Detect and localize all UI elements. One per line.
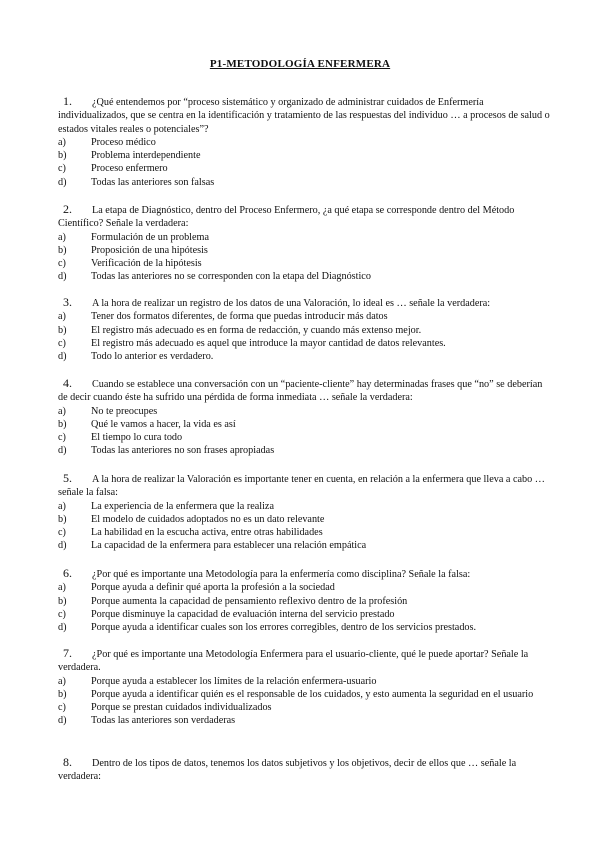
option-list [58, 581, 550, 634]
option-b: b) Problema interdependiente [58, 150, 201, 162]
question-5 [58, 472, 550, 553]
question-stem [58, 377, 550, 405]
option-c: c) Verificación de la hipótesis [58, 258, 202, 270]
option-d: d) Todas las anteriores no se corresponden con la etapa del Diagnóstico [58, 271, 371, 283]
question-text: ¿Qué entendemos por “proceso sistemático y organizado de administrar cuidados de Enfermería individualizados, que se centra en la identificación y tratamiento de las respuestas del individuo … a procesos de salud o estados vitales reales o potenciales”? [58, 97, 550, 135]
option-d: d) Todas las anteriores son verdaderas [58, 715, 236, 727]
option-d: d) Todas las anteriores no son frases apropiadas [58, 445, 275, 457]
page-title: P1-METODOLOGÍA ENFERMERA [209, 58, 391, 70]
question-stem [58, 647, 550, 675]
question-stem [58, 472, 550, 500]
question-stem [58, 756, 550, 784]
question-stem [58, 567, 550, 581]
option-c: c) Porque se prestan cuidados individualizados [58, 702, 272, 714]
option-a: a) Porque ayuda a establecer los límites de la relación enfermera-usuario [58, 675, 377, 687]
question-text: A la hora de realizar la Valoración es importante tener en cuenta, en relación a la enfermera que lleva a cabo … señale la falsa: [58, 474, 545, 499]
question-3 [58, 296, 550, 363]
option-c: c) El registro más adecuado es aquel que introduce la mayor cantidad de datos relevantes. [58, 337, 446, 349]
option-list [58, 500, 550, 553]
option-d: d) Todo lo anterior es verdadero. [58, 351, 214, 363]
question-number: 1. [63, 94, 72, 108]
option-b: b) Proposición de una hipótesis [58, 244, 208, 256]
option-a: a) Tener dos formatos diferentes, de forma que puedas introducir más datos [58, 311, 388, 323]
option-b: b) Porque ayuda a identificar quién es el responsable de los cuidados, y esto aumenta la seguridad en el usuario [58, 688, 534, 700]
option-c: c) La habilidad en la escucha activa, entre otras habilidades [58, 527, 323, 539]
option-b: b) Qué le vamos a hacer, la vida es así [58, 418, 236, 430]
question-number: 3. [63, 295, 72, 309]
question-number: 6. [63, 566, 72, 580]
question-stem [58, 203, 550, 231]
option-list [58, 136, 550, 189]
option-list [58, 675, 550, 728]
option-b: b) El modelo de cuidados adoptados no es un dato relevante [58, 513, 325, 525]
question-number: 4. [63, 376, 72, 390]
question-7 [58, 647, 550, 728]
question-text: ¿Por qué es importante una Metodología Enfermera para el usuario-cliente, qué le puede aportar? Señale la verdadera. [58, 649, 529, 674]
question-number: 7. [63, 646, 72, 660]
question-number: 8. [63, 755, 72, 769]
option-a: a) Proceso médico [58, 136, 156, 148]
question-text: A la hora de realizar un registro de los datos de una Valoración, lo ideal es … señale la verdadera: [92, 298, 491, 309]
option-c: c) Porque disminuye la capacidad de evaluación interna del servicio prestado [58, 608, 395, 620]
question-text: ¿Por qué es importante una Metodología para la enfermería como disciplina? Señale la falsa: [92, 569, 471, 580]
option-c: c) Proceso enfermero [58, 163, 168, 175]
option-d: d) Todas las anteriores son falsas [58, 176, 215, 188]
question-1 [58, 95, 550, 189]
question-number: 5. [63, 471, 72, 485]
option-a: a) Formulación de un problema [58, 231, 209, 243]
question-6 [58, 567, 550, 634]
option-d: d) Porque ayuda a identificar cuales son los errores corregibles, dentro de los servicios prestados. [58, 622, 477, 634]
question-text: Dentro de los tipos de datos, tenemos los datos subjetivos y los objetivos, decir de ellos que … señale la verdadera: [58, 758, 517, 783]
option-b: b) El registro más adecuado es en forma de redacción, y cuando más extenso mejor. [58, 324, 422, 336]
question-8 [58, 756, 550, 784]
option-a: a) La experiencia de la enfermera que la realiza [58, 500, 274, 512]
option-list [58, 405, 550, 458]
question-number: 2. [63, 202, 72, 216]
option-c: c) El tiempo lo cura todo [58, 432, 183, 444]
question-text: Cuando se establece una conversación con un “paciente-cliente” hay determinadas frases que “no” se deberían de decir cuando éste ha sufrido una pérdida de forma inmediata … señale la verdadera: [58, 379, 543, 404]
option-d: d) La capacidad de la enfermera para establecer una relación empática [58, 540, 367, 552]
question-2 [58, 203, 550, 284]
option-b: b) Porque aumenta la capacidad de pensamiento reflexivo dentro de la profesión [58, 595, 408, 607]
option-list [58, 231, 550, 284]
question-stem [58, 296, 550, 310]
question-text: La etapa de Diagnóstico, dentro del Proceso Enfermero, ¿a qué etapa se corresponde dentro del Método Científico? Señale la verdadera: [58, 205, 515, 230]
question-stem [58, 95, 550, 136]
option-a: a) Porque ayuda a definir qué aporta la profesión a la sociedad [58, 582, 335, 594]
question-4 [58, 377, 550, 458]
option-a: a) No te preocupes [58, 405, 158, 417]
option-list [58, 310, 550, 363]
